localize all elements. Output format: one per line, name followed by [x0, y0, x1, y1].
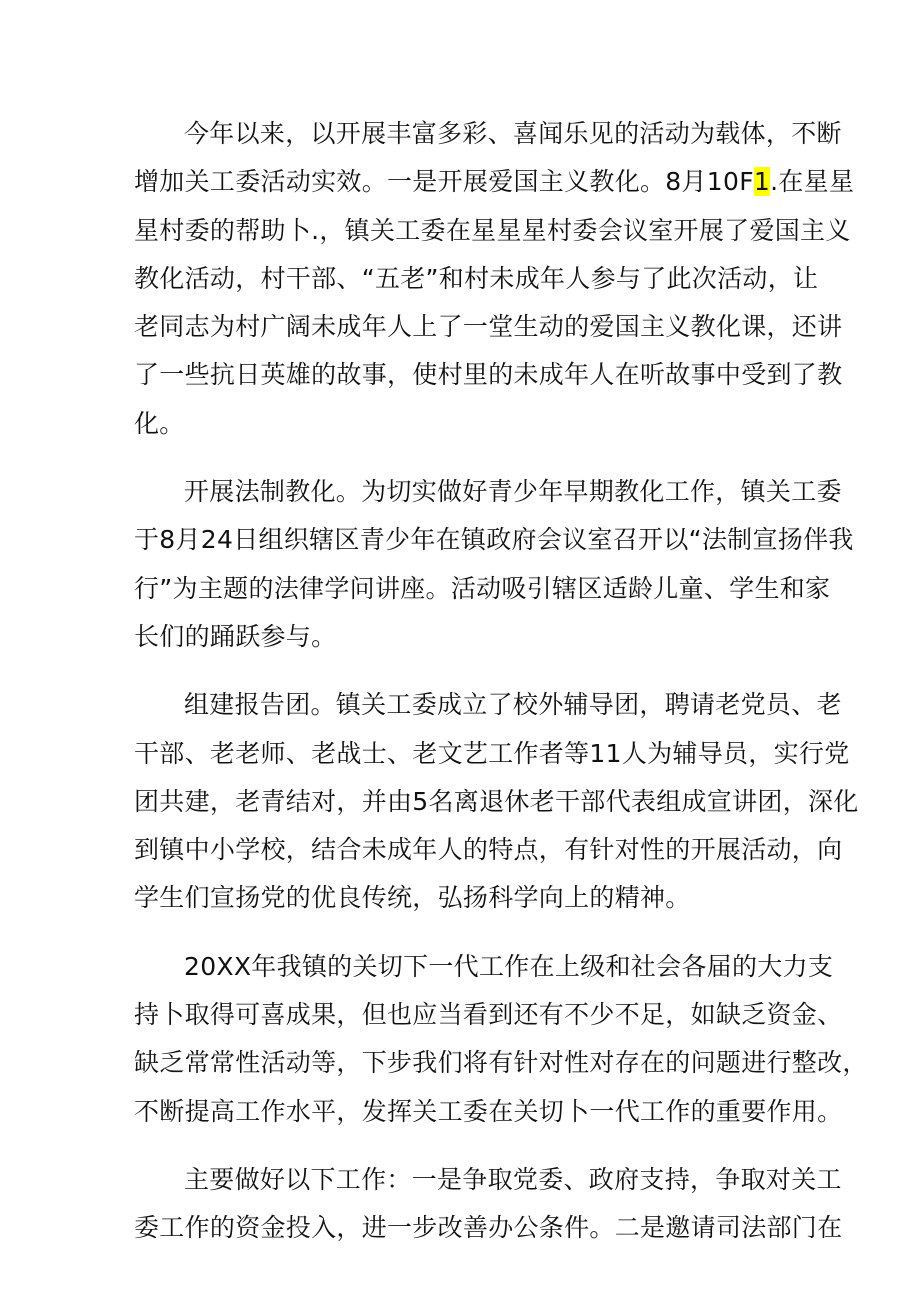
- text-line: 开展法制教化。为切实做好青少年早期教化工作，镇关工委: [184, 477, 842, 507]
- paragraph-gap: [134, 448, 804, 468]
- paragraph: [134, 681, 859, 922]
- paragraph: [134, 943, 868, 1136]
- text-line: 行”为主题的法律学问讲座。活动吸引辖区适龄儿童、学生和家: [134, 573, 831, 603]
- text-line: 团共建，老青结对，并由5名离退休老干部代表组成宣讲团，深化: [134, 786, 859, 816]
- text-line: 干部、老老师、老战士、老文艺工作者等11人为辅导员，实行党: [134, 738, 850, 768]
- text-line: 长们的踊跃参与。: [134, 621, 337, 651]
- paragraph-gap: [134, 923, 804, 943]
- text-line: 缺乏常常性活动等，下步我们将有针对性对存在的问题进行整改，: [134, 1048, 868, 1078]
- text-line: 主要做好以下工作：一是争取党委、政府支持，争取对关工: [184, 1164, 842, 1194]
- highlighted-text: 1: [753, 167, 771, 197]
- text-line: 教化活动，村干部、“五老”和村未成年人参与了此次活动，让: [134, 263, 819, 293]
- text-line: [134, 158, 855, 206]
- text-line: 老同志为村广阔未成年人上了一堂生动的爱国主义教化课，还讲: [134, 312, 843, 342]
- text-line: 了一些抗日英雄的故事，使村里的未成年人在听故事中受到了教: [134, 360, 843, 390]
- text-line: 于8月24日组织辖区青少年在镇政府会议室召开以“法制宣扬伴我: [134, 525, 854, 555]
- document-body: [134, 110, 868, 1253]
- text-line: 持卜取得可喜成果，但也应当看到还有不少不足，如缺乏资金、: [134, 1000, 843, 1030]
- text-line: 今年以来，以开展丰富多彩、喜闻乐见的活动为载体，不断: [184, 119, 842, 148]
- text-line: 委工作的资金投入，进一步改善办公条件。二是邀请司法部门在: [134, 1213, 843, 1243]
- text-line: 20XX年我镇的关切下一代工作在上级和社会各届的大力支: [184, 951, 834, 981]
- text-line: 学生们宣扬党的优良传统，弘扬科学向上的精神。: [134, 883, 691, 913]
- text-line: 不断提高工作水平，发挥关工委在关切卜一代工作的重要作用。: [134, 1096, 843, 1126]
- text-segment: .在星星: [770, 167, 855, 197]
- paragraph-gap: [134, 661, 804, 681]
- text-segment: 增加关工委活动实效。一是开展爱国主义教化。8月10F: [134, 167, 754, 197]
- paragraph: [134, 468, 854, 661]
- text-line: 到镇中小学校，结合未成年人的特点，有针对性的开展活动，向: [134, 835, 843, 865]
- paragraph: [134, 110, 855, 448]
- paragraph: [134, 1156, 843, 1253]
- text-line: 组建报告团。镇关工委成立了校外辅导团，聘请老党员、老: [184, 690, 842, 720]
- paragraph-gap: [134, 1136, 804, 1156]
- text-line: 化。: [134, 408, 185, 438]
- text-line: 星村委的帮助卜.，镇关工委在星星星村委会议室开展了爱国主义: [134, 215, 851, 245]
